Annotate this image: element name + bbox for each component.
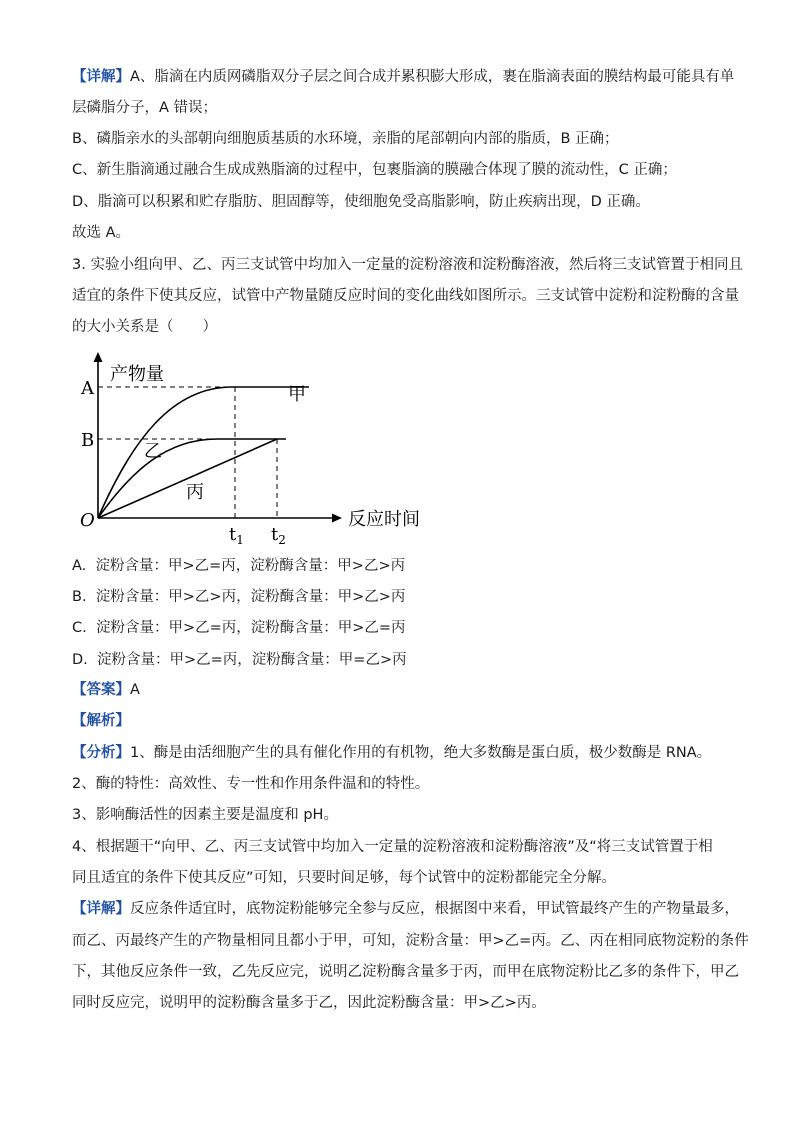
- analysis-line-4: 4、根据题干“向甲、乙、丙三支试管中均加入一定量的淀粉溶液和淀粉酶溶液”及“将三支试管置于相: [72, 839, 713, 855]
- x-tick-t2-sub: 2: [278, 533, 286, 547]
- option-a[interactable]: A. 淀粉含量：甲>乙=丙，淀粉酶含量：甲>乙>丙: [72, 558, 406, 574]
- analysis-tag: 【分析】: [72, 745, 130, 761]
- x-tick-t1: [229, 524, 244, 547]
- y-axis-arrow: [94, 352, 103, 362]
- detail2-line-1: 【详解】反应条件适宜时，底物淀粉能够完全参与反应，根据图中来看，甲试管最终产生的产物量最多，: [72, 901, 739, 917]
- option-b[interactable]: B. 淀粉含量：甲>乙>丙，淀粉酶含量：甲>乙>丙: [72, 589, 406, 605]
- analysis-line-5: 同且适宜的条件下使其反应”可知，只要时间足够，每个试管中的淀粉都能完全分解。: [72, 870, 617, 886]
- y-axis-label: 产物量: [110, 364, 164, 385]
- answer-tag: 【答案】: [72, 682, 130, 698]
- detail2-line-2: 而乙、丙最终产生的产物量相同且都小于甲，可知，淀粉含量：甲>乙=丙。乙、丙在相同底物淀粉的条件: [72, 933, 749, 949]
- product-time-chart: [72, 350, 442, 550]
- origin-label: O: [80, 510, 95, 531]
- detail-tag: 【详解】: [72, 69, 130, 85]
- x-axis-arrow: [332, 514, 342, 523]
- analysis-line-1: 【分析】1、酶是由活细胞产生的具有催化作用的有机物，绝大多数酶是蛋白质，极少数酶是 RNA。: [72, 745, 712, 761]
- analysis-heading: 【解析】: [72, 713, 130, 729]
- choice-conclusion: 故选 A。: [72, 225, 131, 241]
- answer-value: A: [130, 682, 140, 698]
- question-line-1: 3. 实验小组向甲、乙、丙三支试管中均加入一定量的淀粉溶液和淀粉酶溶液，然后将三支试管置于相同且: [72, 257, 743, 273]
- series-label-jia: 甲: [288, 384, 306, 405]
- y-tick-b: B: [81, 430, 95, 451]
- statement-b: B、磷脂亲水的头部朝向细胞质基质的水环境，亲脂的尾部朝向内部的脂质，B 正确；: [72, 131, 619, 147]
- series-label-bing: 丙: [186, 482, 204, 503]
- analysis-line-3: 3、影响酶活性的因素主要是温度和 pH。: [72, 807, 338, 823]
- x-tick-t1-main: t: [229, 524, 237, 545]
- option-d[interactable]: D. 淀粉含量：甲>乙=丙，淀粉酶含量：甲=乙>丙: [72, 652, 407, 668]
- answer-line: [72, 680, 714, 700]
- series-bing-line: [98, 439, 277, 518]
- detail-line-2: 层磷脂分子，A 错误；: [72, 100, 218, 116]
- x-tick-t2: [271, 524, 286, 547]
- detail2-line-4: 同时反应完，说明甲的淀粉酶含量多于乙，因此淀粉酶含量：甲>乙>丙。: [72, 995, 546, 1011]
- question-line-2: 适宜的条件下使其反应，试管中产物量随反应时间的变化曲线如图所示。三支试管中淀粉和淀粉酶的含量: [72, 288, 739, 304]
- series-label-yi: 乙: [144, 441, 162, 462]
- statement-d: D、脂滴可以积累和贮存脂肪、胆固醇等，使细胞免受高脂影响，防止疾病出现，D 正确。: [72, 194, 650, 210]
- detail-line-1: 【详解】A、脂滴在内质网磷脂双分子层之间合成并累积膨大形成，裹在脂滴表面的膜结构最可能具有单: [72, 69, 735, 85]
- question-line-3: 的大小关系是（ ）: [72, 319, 217, 335]
- x-axis-label: 反应时间: [348, 509, 420, 530]
- analysis-line-2: 2、酶的特性：高效性、专一性和作用条件温和的特性。: [72, 776, 430, 792]
- detail2-line-3: 下，其他反应条件一致，乙先反应完，说明乙淀粉酶含量多于丙，而甲在底物淀粉比乙多的条件下，甲乙: [72, 964, 739, 980]
- x-tick-t2-main: t: [271, 524, 279, 545]
- statement-c: C、新生脂滴通过融合生成成熟脂滴的过程中，包裹脂滴的膜融合体现了膜的流动性，C 正确；: [72, 162, 677, 178]
- x-tick-t1-sub: 1: [236, 533, 244, 547]
- y-tick-a: A: [81, 378, 94, 399]
- detail2-tag: 【详解】: [72, 901, 130, 917]
- option-c[interactable]: C. 淀粉含量：甲>乙=丙，淀粉酶含量：甲>乙=丙: [72, 620, 406, 636]
